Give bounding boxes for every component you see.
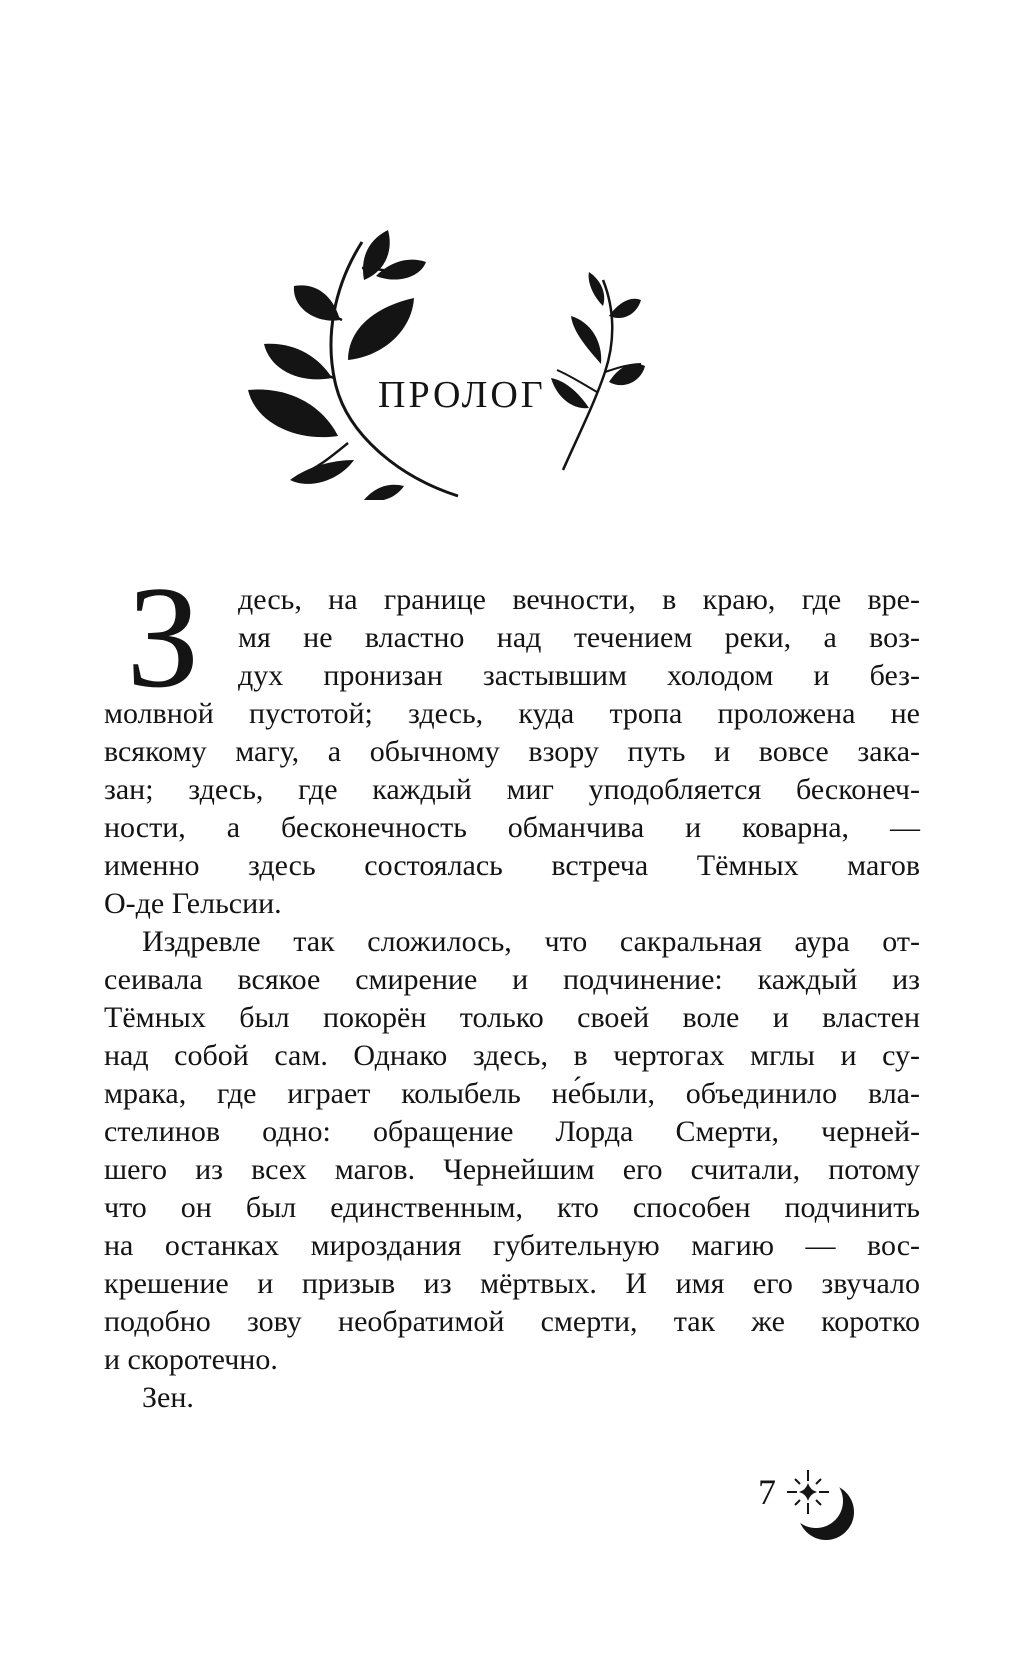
- drop-cap: З: [126, 556, 200, 718]
- leaf-sprig-right-icon: [545, 272, 650, 472]
- leaf-branch-left-icon: [236, 228, 471, 500]
- text-line: мрака, где играет колыбель не́были, объединило вла-: [104, 1077, 920, 1110]
- text-line: стелинов одно: обращение Лорда Смерти, черней-: [104, 1115, 920, 1148]
- text-line: О-де Гельсии.: [104, 887, 282, 920]
- text-line: Издревле так сложилось, что сакральная аура от-: [142, 925, 920, 958]
- page-footer: [758, 1470, 858, 1544]
- sparkle-crescent-moon-icon: [786, 1470, 858, 1544]
- paragraph: [104, 923, 920, 1379]
- text-line: шего из всех магов. Чернейшим его считали, потому: [104, 1153, 920, 1186]
- text-line: что он был единственным, кто способен подчинить: [104, 1191, 920, 1224]
- paragraph: [104, 556, 920, 923]
- paragraph: [104, 1379, 920, 1417]
- text-line: Тёмных был покорён только своей воле и властен: [104, 1001, 920, 1034]
- chapter-title: ПРОЛОГ: [378, 374, 546, 416]
- text-line: и скоротечно.: [104, 1343, 278, 1376]
- text-line: сеивала всякое смирение и подчинение: каждый из: [104, 963, 920, 996]
- text-line: десь, на границе вечности, в краю, где вре-: [238, 583, 920, 616]
- text-line: ности, а бесконечность обманчива и коварна, —: [104, 811, 920, 844]
- text-line: подобно зову необратимой смерти, так же коротко: [104, 1305, 920, 1338]
- page-number: 7: [758, 1472, 776, 1512]
- text-line: Зен.: [142, 1381, 194, 1414]
- text-line: именно здесь состоялась встреча Тёмных магов: [104, 849, 920, 882]
- text-line: дух пронизан застывшим холодом и без-: [238, 659, 920, 692]
- text-line: зан; здесь, где каждый миг уподобляется бесконеч-: [104, 773, 920, 806]
- text-line: молвной пустотой; здесь, куда тропа проложена не: [104, 697, 920, 730]
- body-text: [104, 556, 920, 1417]
- text-line: мя не властно над течением реки, а воз-: [238, 621, 920, 654]
- text-line: над собой сам. Однако здесь, в чертогах мглы и су-: [104, 1039, 920, 1072]
- text-line: крешение и призыв из мёртвых. И имя его звучало: [104, 1267, 920, 1300]
- text-line: на останках мироздания губительную магию — вос-: [104, 1229, 920, 1262]
- text-line: всякому магу, а обычному взору путь и вовсе зака-: [104, 735, 920, 768]
